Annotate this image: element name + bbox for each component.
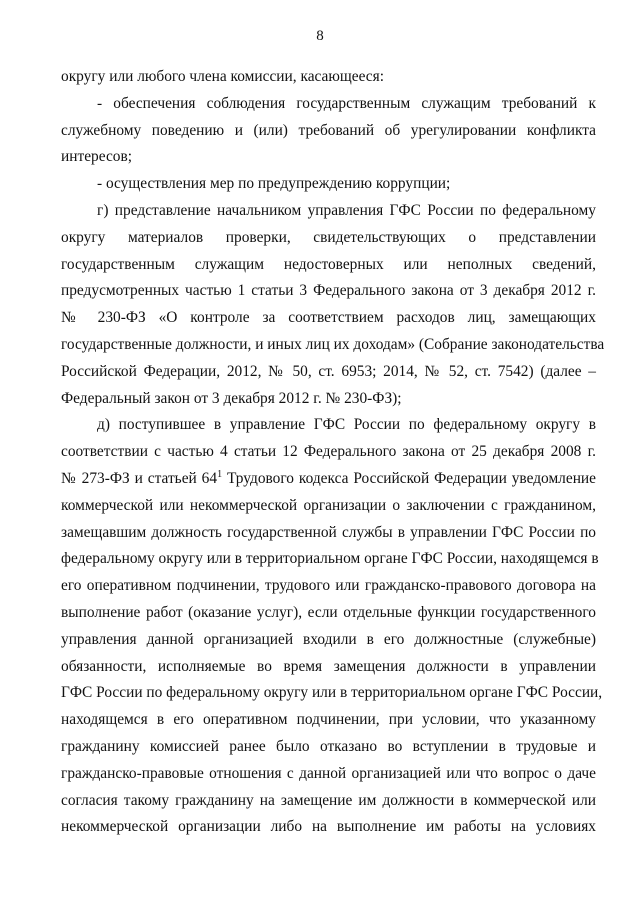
text-line [61,225,596,252]
line-text: гражданину комиссией ранее было отказано во вступлении в трудовые и [61,737,596,755]
line-text: некоммерческой организации либо на выполнение им работы на условиях [61,818,596,836]
text-line [61,278,596,305]
document-body [61,64,605,841]
text-line [61,734,596,761]
line-text: коммерческой или некоммерческой организации о заключении с гражданином, [61,496,596,514]
text-line [61,573,596,600]
text-line [61,64,596,91]
text-line [61,332,605,359]
text-line [61,493,596,520]
text-line [61,118,596,145]
line-text: - обеспечения соблюдения государственным служащим требований к [97,94,596,112]
line-text: - осуществления мер по предупреждению коррупции; [97,175,451,193]
line-text: округу материалов проверки, свидетельствующих о представлении [61,228,596,246]
text-line [61,761,596,788]
text-line [61,627,596,654]
text-line [61,520,596,547]
line-text: обязанности, исполняемые во время замещения должности в управлении [61,657,596,675]
text-line [61,386,596,413]
text-line [61,412,596,439]
line-text: государственным служащим недостоверных или неполных сведений, [61,255,596,273]
line-text: Федеральный закон от 3 декабря 2012 г. № 230-ФЗ); [61,389,402,407]
text-line [61,600,596,627]
line-text: согласия такому гражданину на замещение им должности в коммерческой или [61,791,596,809]
text-line [61,788,596,815]
text-line [61,144,596,171]
line-text: округу или любого члена комиссии, касающееся: [61,68,384,85]
line-text: предусмотренных частью 1 статьи 3 Федерального закона от 3 декабря 2012 г. [61,282,596,300]
text-line [61,814,596,841]
text-line [61,654,596,681]
text-line [61,466,596,493]
line-text: замещавшим должность государственной службы в управлении ГФС России по [61,523,596,541]
line-text: служебному поведению и (или) требований об урегулировании конфликта [61,121,596,139]
line-text: № 273-ФЗ и статьей 64 [61,469,218,487]
line-text: находящемся в его оперативном подчинении, при условии, что указанному [61,711,596,729]
line-text: г) представление начальником управления ГФС России по федеральному [97,201,596,219]
line-text: выполнение работ (оказание услуг), если отдельные функции государственного [61,603,596,621]
line-text: соответствии с частью 4 статьи 12 Федерального закона от 25 декабря 2008 г. [61,443,596,461]
line-text: гражданско-правовые отношения с данной организацией или что вопрос о даче [61,764,596,782]
text-line [61,305,596,332]
text-line [61,680,603,707]
text-line [61,91,596,118]
text-line [61,252,596,279]
text-line [61,171,596,198]
text-line [61,439,596,466]
page-number: 8 [316,28,324,44]
line-text-continuation: Трудового кодекса Российской Федерации уведомление [222,469,596,487]
text-line [61,707,596,734]
line-text: управления данной организацией входили в его должностные (служебные) [61,630,596,648]
line-text: интересов; [61,148,133,166]
text-line [61,198,596,225]
line-text: ГФС России по федеральному округу или в территориальном органе ГФС России, [61,684,603,702]
text-line [61,359,596,386]
line-text: д) поступившее в управление ГФС России по федеральному округу в [97,416,596,434]
line-text: федеральному округу или в территориальном органе ГФС России, находящемся в [61,550,599,568]
line-text: Российской Федерации, 2012, № 50, ст. 6953; 2014, № 52, ст. 7542) (далее – [61,362,596,380]
line-text: № 230-ФЗ «О контроле за соответствием расходов лиц, замещающих [61,309,596,327]
line-text: его оперативном подчинении, трудового или гражданско-правового договора на [61,577,596,595]
text-line [61,546,599,573]
superscript: 1 [217,468,223,480]
line-text: государственные должности, и иных лиц их доходам» (Собрание законодательства [61,335,605,353]
